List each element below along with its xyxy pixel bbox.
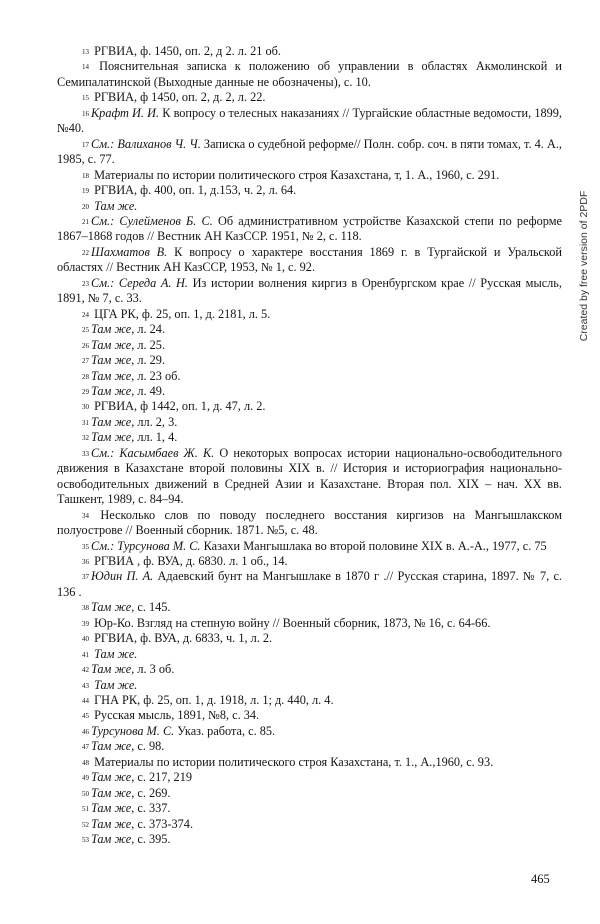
footnote-49: $^{49}$ Там же, с. 217, 219 <box>82 770 193 785</box>
footnote-47: $^{47}$ Там же, с. 98. <box>82 739 165 754</box>
footnote-39: $^{39}$ Юр-Ко. Взгляд на степную войну // Военный сборник, 1873, № 16, с. 64-66. <box>82 615 491 630</box>
footnote-41: $^{41}$ Там же. <box>82 646 138 661</box>
footnote-36: $^{36}$ РГВИА , ф. ВУА, д. 6830. л. 1 об., 14. <box>82 553 288 568</box>
footnote-27: $^{27}$ Там же, л. 29. <box>82 353 166 368</box>
footnote-29: $^{29}$ Там же, л. 49. <box>82 383 166 398</box>
footnote-28: $^{28}$ Там же, л. 23 об. <box>82 368 181 383</box>
footnote-23: $^{23}$ См.: Середа А. Н. Из истории волнения киргиз в Оренбургском крае // Русская мысль, 1891, № 7, с. 33. <box>57 275 562 306</box>
footnote-18: $^{18}$ Материалы по истории политического строя Казахстана, т, 1. А., 1960, с. 291. <box>82 167 500 182</box>
footnote-38: $^{38}$ Там же, с. 145. <box>82 600 171 615</box>
footnote-31: $^{31}$ Там же, лл. 2, 3. <box>82 414 178 429</box>
footnote-53: $^{53}$ Там же, с. 395. <box>82 832 171 847</box>
footnote-43: $^{43}$ Там же. <box>82 677 138 692</box>
footnote-26: $^{26}$ Там же, л. 25. <box>82 337 166 352</box>
footnote-21: $^{21}$ См.: Сулейменов Б. С. Об административном устройстве Казахской степи по реформе 1867–1868 годов // Вестник АН КазССР. 1951, № 2, с. 118. <box>57 213 562 244</box>
pdf-watermark <box>575 190 593 342</box>
footnote-46: $^{46}$ Турсунова М. С. Указ. работа, с. 85. <box>82 723 276 738</box>
footnote-32: $^{32}$ Там же, лл. 1, 4. <box>82 430 178 445</box>
footnote-48: $^{48}$ Материалы по истории политического строя Казахстана, т. 1., А.,1960, с. 93. <box>82 754 494 769</box>
footnote-25: $^{25}$ Там же, л. 24. <box>82 322 166 337</box>
watermark-text: Created by free version of 2PDF <box>578 190 590 342</box>
footnote-15: $^{15}$ РГВИА, ф 1450, оп. 2, д. 2, л. 22. <box>82 90 266 105</box>
footnote-19: $^{19}$ РГВИА, ф. 400, оп. 1, д.153, ч. 2, л. 64. <box>82 183 297 198</box>
footnote-13: $^{13}$ РГВИА, ф. 1450, оп. 2, д 2. л. 21 об. <box>82 44 281 58</box>
footnote-52: $^{52}$ Там же, с. 373-374. <box>82 816 194 831</box>
footnote-14: $^{14}$ Пояснительная записка к положению об управлении в областях Акмолинской и Семипалатинской (Выходные данные не обозначены), с. 10. <box>57 59 562 89</box>
page-number: 465 <box>531 872 550 886</box>
footnote-33: $^{33}$ См.: Касымбаев Ж. К. О некоторых вопросах истории национально-освободительного движения в Казахстане второй половины XIX в. // История и историография национально-освободительных движений в Средней Азии и Казахстане. Вторая пол. XIX – нач. XX вв. Ташкент, 1989, с. 84–94. <box>57 445 562 507</box>
footnote-24: $^{24}$ ЦГА РК, ф. 25, оп. 1, д. 2181, л. 5. <box>82 306 271 321</box>
footnote-44: $^{44}$ ГНА РК, ф. 25, оп. 1, д. 1918, л. 1; д. 440, л. 4. <box>82 693 334 708</box>
footnote-35: $^{35}$ См.: Турсунова М. С. Казахи Мангышлака во второй половине XIX в. А.-А., 1977, с. 75 <box>82 538 547 553</box>
footnote-34: $^{34}$ Несколько слов по поводу последнего восстания киргизов на Мангышлакском полуострове // Военный сборник. 1871. №5, с. 48. <box>57 507 562 538</box>
footnote-17: $^{17}$ См.: Валиханов Ч. Ч. Записка о судебной реформе// Полн. собр. соч. в пяти томах, т. 4. А., 1985, с. 77. <box>57 136 562 167</box>
footnote-51: $^{51}$ Там же, с. 337. <box>82 801 171 816</box>
footnote-30: $^{30}$ РГВИА, ф 1442, оп. 1, д. 47, л. 2. <box>82 399 266 414</box>
footnote-20: $^{20}$ Там же. <box>82 198 138 213</box>
footnote-45: $^{45}$ Русская мысль, 1891, №8, с. 34. <box>82 708 260 723</box>
footnote-16: $^{16}$ Крафт И. И. К вопросу о телесных наказаниях // Тургайские областные ведомости, 1899, №40. <box>57 105 563 136</box>
footnote-42: $^{42}$ Там же, л. 3 об. <box>82 662 175 677</box>
footnote-22: $^{22}$ Шахматов В. К вопросу о характере восстания 1869 г. в Тургайской и Уральской областях // Вестник АН КазССР, 1953, № 1, с. 92. <box>57 244 562 275</box>
footnote-37: $^{37}$ Юдин П. А. Адаевский бунт на Мангышлаке в 1870 г .// Русская старина, 1897. № 7, с. 136 . <box>57 569 562 599</box>
footnote-40: $^{40}$ РГВИА, ф. ВУА, д. 6833, ч. 1, л. 2. <box>82 631 273 646</box>
footnote-50: $^{50}$ Там же, с. 269. <box>82 785 171 800</box>
footnotes-list <box>57 44 562 848</box>
